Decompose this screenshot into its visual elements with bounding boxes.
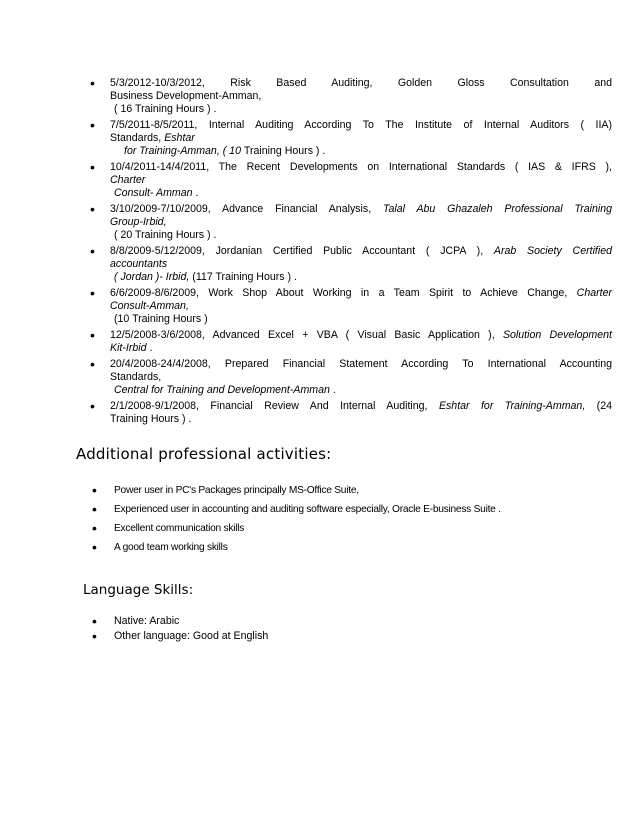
activity-item [92,541,612,554]
course-text: . [329,384,336,396]
organization-text: Consult- Amman [114,187,193,199]
language-item [92,615,612,628]
training-line [110,145,612,158]
training-entry [90,77,612,116]
training-line [110,287,612,300]
bullet-icon: • [92,628,97,644]
bullet-icon: • [90,356,95,372]
course-text: (117 Training Hours ) . [189,271,297,283]
organization-text: Central for Training and Development-Amman [114,384,330,396]
organization-text: Kit-Irbid [110,342,147,354]
course-text: 2/1/2008-9/1/2008, Financial Review And Internal Auditing, [110,400,439,412]
organization-text: Arab Society Certified [493,245,612,257]
training-line [110,371,612,384]
training-line [110,77,612,90]
training-entry [90,245,612,284]
organization-text: Solution Development [502,329,612,341]
training-entry [90,400,612,426]
organization-text: Group-Irbid, [110,216,167,228]
bullet-icon: • [90,201,95,217]
activity-item [92,484,612,497]
organization-text: Consult-Amman, [110,300,189,312]
training-entry [90,287,612,326]
course-text: (10 Training Hours ) [114,313,208,325]
bullet-icon: • [90,243,95,259]
bullet-icon: • [90,327,95,343]
training-line [110,90,612,103]
bullet-icon: • [90,117,95,133]
training-line [110,132,612,145]
language-item [92,630,612,643]
training-line [110,245,612,258]
training-line [110,384,612,397]
bullet-icon: • [92,520,97,536]
bullet-icon: • [92,501,97,517]
training-line [110,329,612,342]
training-line [110,400,612,413]
course-text: (24 [585,400,612,412]
course-text: Training Hours ) . [110,413,192,425]
training-line [110,413,612,426]
course-text: 20/4/2008-24/4/2008, Prepared Financial Statement According To International Accounting [110,358,612,370]
training-line [110,313,612,326]
course-text: 10/4/2011-14/4/2011, The Recent Developments on International Standards ( IAS & IFRS ), [110,161,612,173]
organization-text: Eshtar for Training-Amman, [438,400,586,412]
training-entry [90,203,612,242]
training-line [110,187,612,200]
training-line [110,300,612,313]
training-line [110,258,612,271]
training-line [110,103,612,116]
training-entry [90,358,612,397]
course-text: 7/5/2011-8/5/2011, Internal Auditing According To The Institute of Internal Auditors ( IIA) [110,119,612,131]
course-text: Standards, [110,132,165,144]
course-text: ( 20 Training Hours ) . [114,229,217,241]
training-line [110,161,612,174]
bullet-icon: • [90,285,95,301]
bullet-icon: • [90,398,95,414]
language-list [92,615,612,645]
activity-item-text: Experienced user in accounting and auditing software especially, Oracle E-business Suite . [114,504,501,515]
training-line [110,216,612,229]
language-skills-heading: Language Skills: [83,582,194,598]
course-text: ( 16 Training Hours ) . [114,103,217,115]
bullet-icon: • [92,482,97,498]
activities-list [92,484,612,560]
bullet-icon: • [92,613,97,629]
organization-text: Eshtar [164,132,195,144]
activity-item-text: A good team working skills [114,542,228,553]
course-text: 5/3/2012-10/3/2012, Risk Based Auditing, Golden Gloss Consultation and [110,77,612,89]
course-text: 8/8/2009-5/12/2009, Jordanian Certified Public Accountant ( JCPA ), [110,245,494,257]
activity-item-text: Power user in PC's Packages principally MS-Office Suite, [114,485,359,496]
training-line [110,119,612,132]
organization-text: ( Jordan )- Irbid, [114,271,190,283]
training-entry [90,119,612,158]
activity-item-text: Excellent communication skills [114,523,245,534]
organization-text: for Training-Amman, ( 10 [124,145,244,157]
bullet-icon: • [92,539,97,555]
organization-text: Charter [110,174,146,186]
activity-item [92,522,612,535]
bullet-icon: • [90,159,95,175]
additional-activities-heading: Additional professional activities: [76,445,332,463]
course-text: Training Hours ) . [243,145,326,157]
training-entry [90,161,612,200]
language-item-text: Native: Arabic [114,615,180,627]
course-text: Business Development-Amman, [110,90,262,102]
language-item-text: Other language: Good at English [114,630,269,642]
course-text: Standards, [110,371,162,383]
organization-text: Talal Abu Ghazaleh Professional Training [383,203,612,215]
course-text: . [192,187,199,199]
course-text: . [146,342,153,354]
training-line [110,203,612,216]
training-line [110,271,612,284]
activity-item [92,503,612,516]
course-text: 3/10/2009-7/10/2009, Advance Financial Analysis, [110,203,383,215]
course-text: 12/5/2008-3/6/2008, Advanced Excel + VBA ( Visual Basic Application ), [110,329,503,341]
organization-text: accountants [110,258,168,270]
training-line [110,174,612,187]
training-courses-list [90,77,612,429]
bullet-icon: • [90,75,95,91]
organization-text: Charter [576,287,612,299]
training-line [110,342,612,355]
training-entry [90,329,612,355]
training-line [110,358,612,371]
course-text: 6/6/2009-8/6/2009, Work Shop About Working in a Team Spirit to Achieve Change, [110,287,577,299]
training-line [110,229,612,242]
